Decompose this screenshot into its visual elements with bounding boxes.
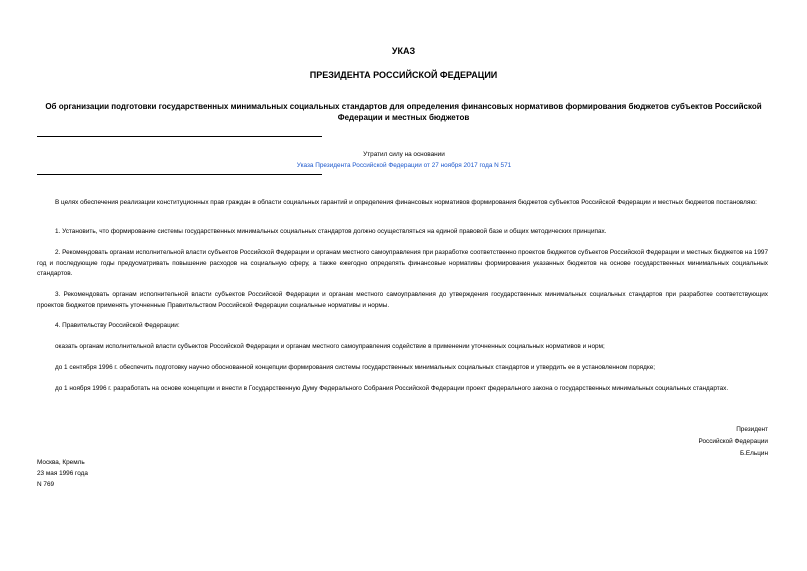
signing-details	[37, 457, 88, 490]
status-note	[200, 149, 608, 171]
signature-title: Президент	[736, 426, 768, 433]
document-issuer: ПРЕЗИДЕНТА РОССИЙСКОЙ ФЕДЕРАЦИИ	[309, 70, 498, 80]
status-note-text: Утратил силу на основании	[363, 151, 445, 158]
top-divider	[37, 136, 322, 137]
signature-block	[568, 424, 768, 460]
signature-name: Б.Ельцин	[739, 450, 768, 457]
intro-paragraph: В целях обеспечения реализации конституционных прав граждан в области социальных гарантий и определения финансовых нормативов формирования бюджетов субъектов Российской Федерации и местных бюджетов постановляю:	[55, 199, 757, 206]
signature-org: Российской Федерации	[698, 438, 768, 445]
paragraph-2: 2. Рекомендовать органам исполнительной власти субъектов Российской Федерации и органам местного самоуправления при разработке соответственно проектов бюджетов субъектов Российской Федерации и местных бюджетов на 1997 год и последующие годы предусматривать повышение расходов на социальную сферу, а также ежегодно определять финансовые нормативы формирования указанных бюджетов на основе государственных минимальных социальных стандартов.	[37, 249, 768, 277]
signing-date: 23 мая 1996 года	[37, 470, 88, 477]
decree-number: N 769	[37, 481, 55, 488]
bottom-divider	[37, 174, 322, 175]
signing-place: Москва, Кремль	[37, 459, 85, 466]
repeal-decree-link[interactable]: Указа Президента Российской Федерации от 27 ноября 2017 года N 571	[296, 162, 512, 169]
paragraph-4a: оказать органам исполнительной власти субъектов Российской Федерации и органам местного самоуправления содействие в применении уточненных социальных нормативов и норм;	[55, 343, 605, 350]
paragraph-3: 3. Рекомендовать органам исполнительной власти субъектов Российской Федерации и органам местного самоуправления до утверждения государственных минимальных социальных стандартов при разработке соответствующих проектов бюджетов применять уточненные Правительством Российской Федерации социальные нормативы и нормы.	[37, 291, 768, 309]
document-subject: Об организации подготовки государственных минимальных социальных стандартов для определения финансовых нормативов формирования бюджетов субъектов Российской Федерации и местных бюджетов	[45, 102, 762, 122]
document-title: УКАЗ	[391, 46, 416, 56]
paragraph-4b: до 1 сентября 1996 г. обеспечить подготовку научно обоснованной концепции формирования системы государственных минимальных социальных стандартов и утвердить ее в установленном порядке;	[55, 364, 656, 371]
paragraph-1: 1. Установить, что формирование системы государственных минимальных социальных стандартов должно осуществляться на единой правовой базе и общих методических принципах.	[55, 228, 607, 235]
paragraph-4c: до 1 ноября 1996 г. разработать на основе концепции и внести в Государственную Думу Федерального Собрания Российской Федерации проект федерального закона о государственных минимальных социальных стандартах.	[55, 385, 729, 392]
paragraph-4: 4. Правительству Российской Федерации:	[55, 322, 180, 329]
